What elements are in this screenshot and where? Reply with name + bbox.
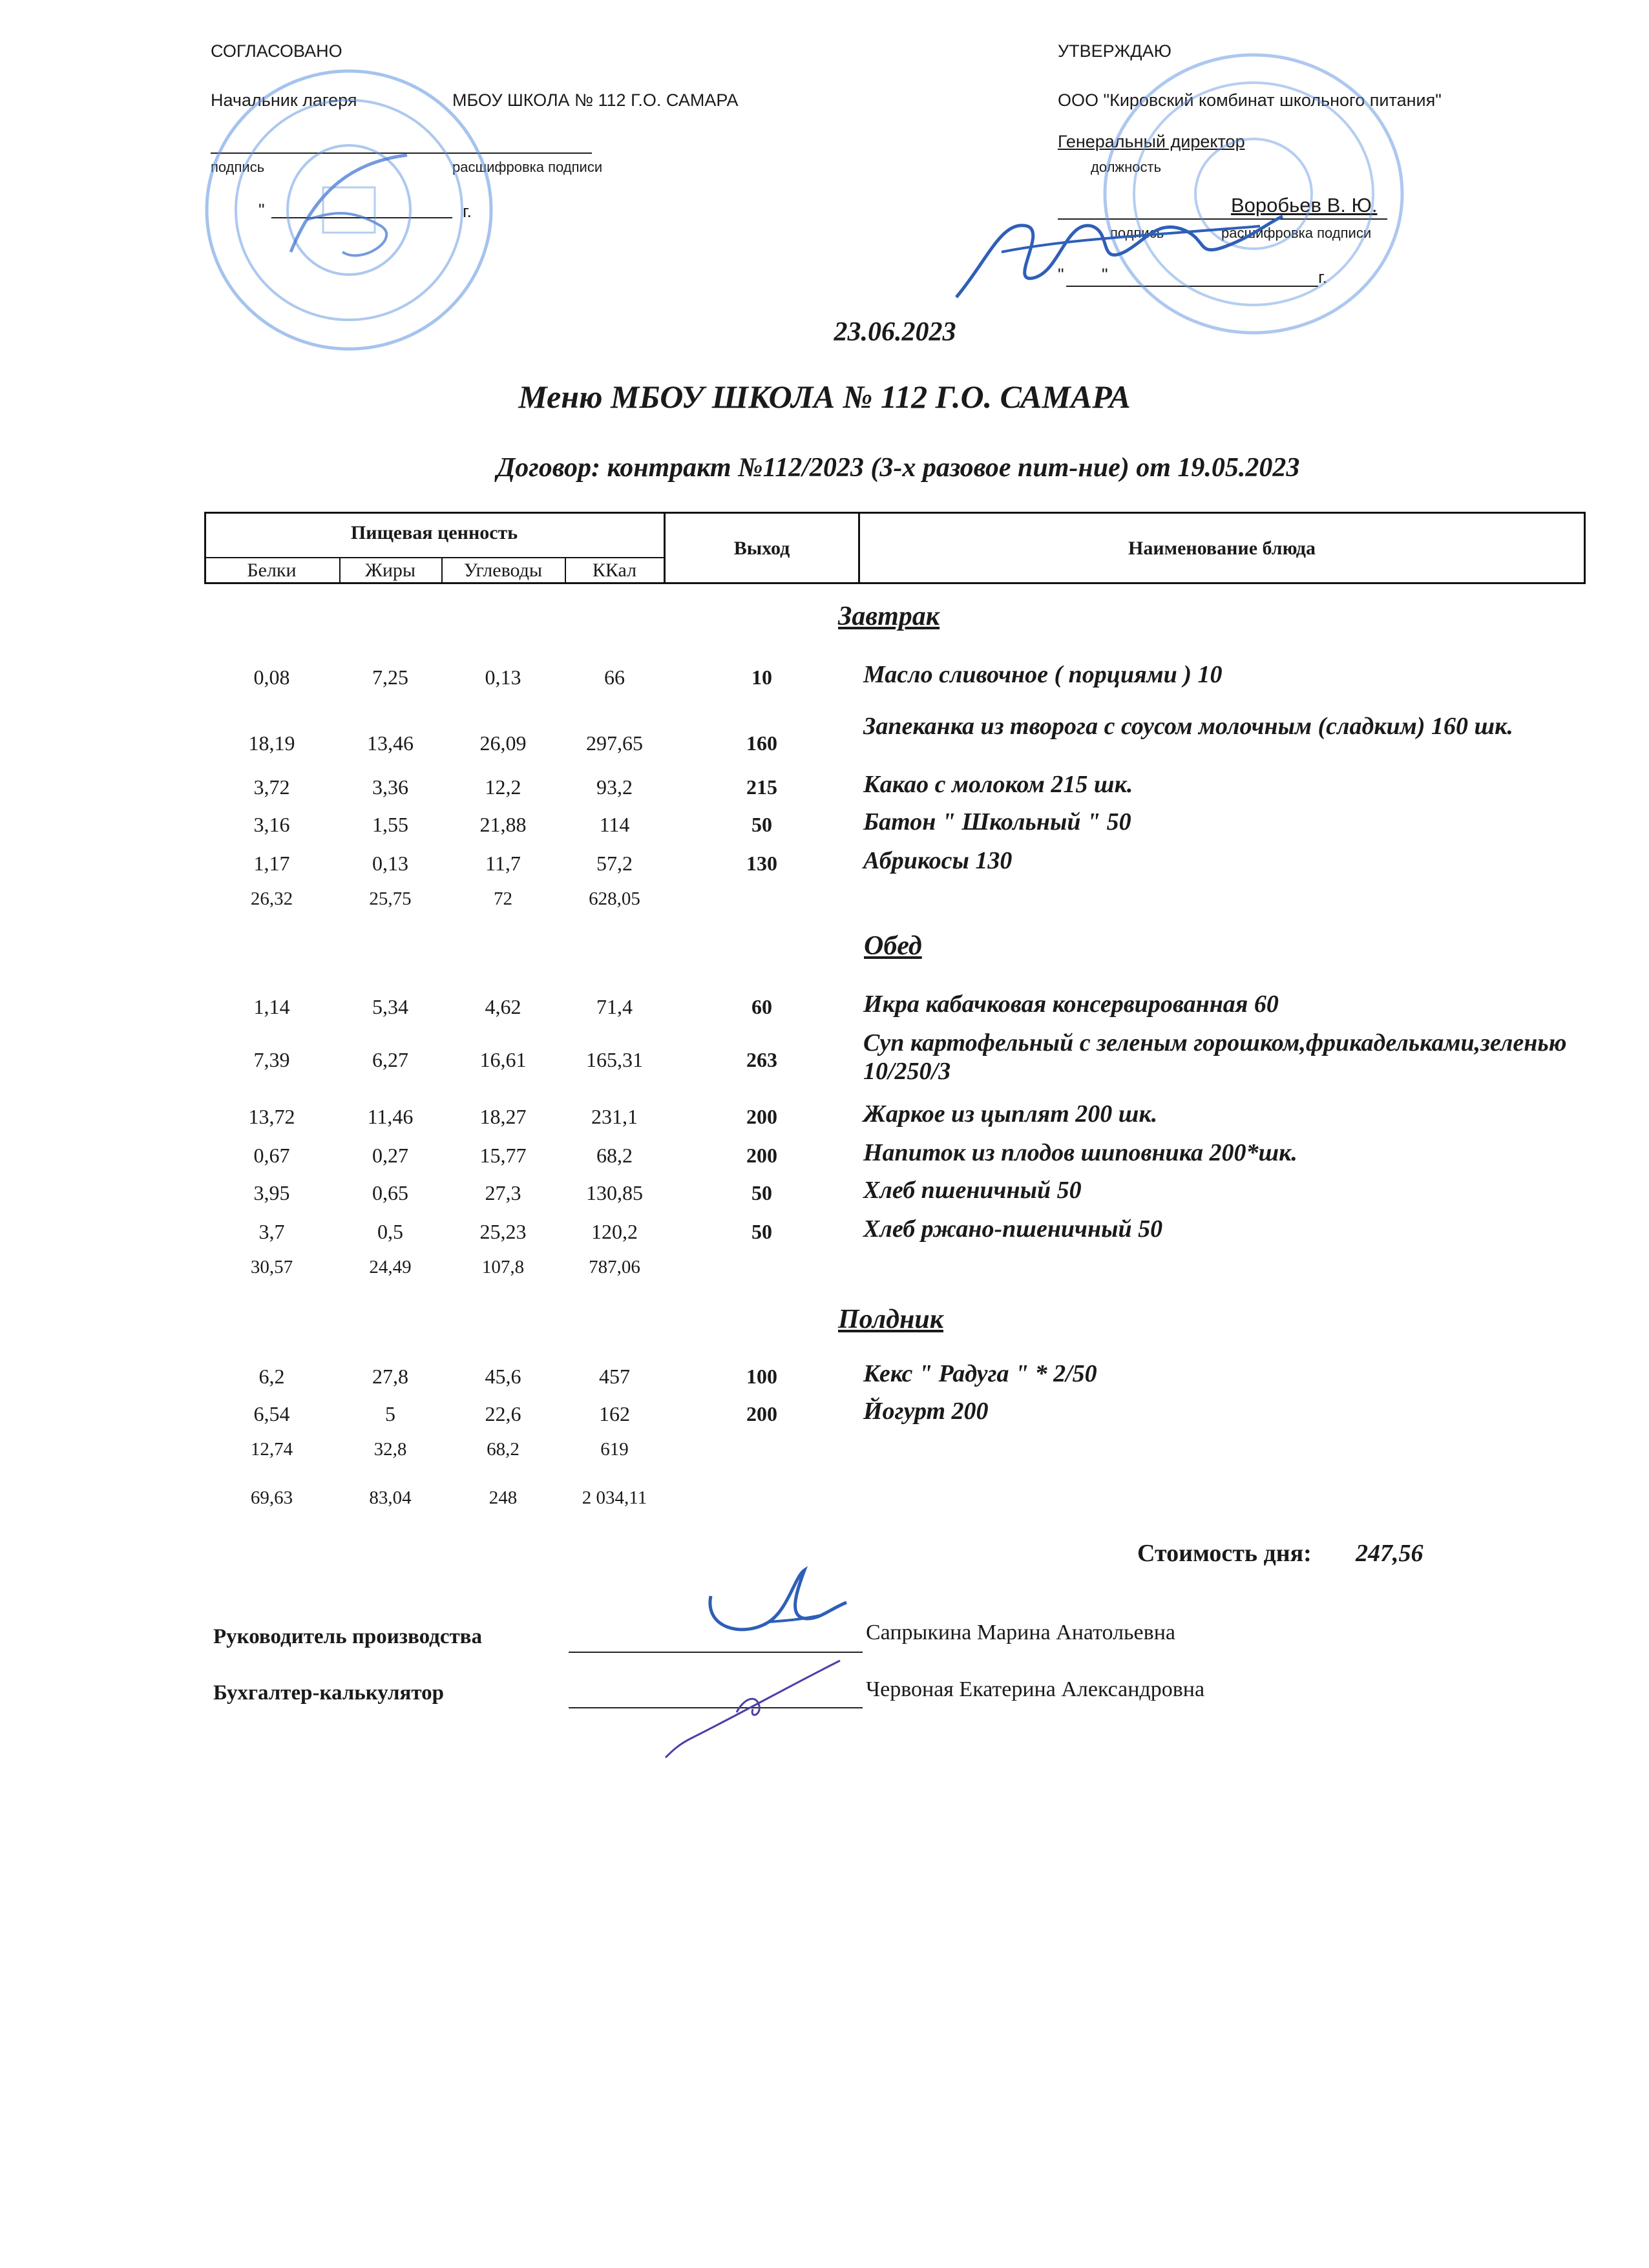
approval-left-heading: СОГЛАСОВАНО (211, 41, 342, 61)
approval-right-heading: УТВЕРЖДАЮ (1058, 41, 1171, 61)
breakfast-row-f: 7,25 (372, 666, 408, 689)
breakfast-total-p: 26,32 (250, 888, 293, 909)
snack-row-dish-name: Кекс " Радуга " * 2/50 (863, 1360, 1097, 1387)
approval-right-signer-name: Воробьев В. Ю. (1231, 194, 1378, 216)
approval-left-date-quote: " (258, 200, 265, 220)
document-date: 23.06.2023 (834, 317, 956, 347)
header-carbs: Углеводы (463, 560, 543, 581)
lunch-row-dish-name: Хлеб пшеничный 50 (863, 1177, 1082, 1204)
snack-total-c: 68,2 (487, 1439, 520, 1460)
approval-right-decode-caption: расшифровка подписи (1221, 225, 1372, 241)
header-proteins: Белки (247, 560, 297, 581)
breakfast-row-output: 215 (746, 775, 777, 799)
day-total-f: 83,04 (369, 1487, 412, 1508)
lunch-row-f: 0,65 (372, 1181, 408, 1204)
lunch-row-output: 50 (751, 1220, 772, 1243)
breakfast-row-c: 26,09 (479, 731, 527, 755)
breakfast-row-k: 57,2 (596, 852, 633, 875)
approval-right-sign-caption: подпись (1110, 225, 1164, 241)
breakfast-total-k: 628,05 (589, 888, 640, 909)
school-seal-stamp (194, 58, 504, 362)
lunch-row-p: 3,95 (253, 1181, 290, 1204)
header-nutrition: Пищевая ценность (350, 522, 518, 543)
breakfast-row-c: 0,13 (485, 666, 521, 689)
breakfast-row-f: 13,46 (367, 731, 414, 755)
lunch-row-dish-name: Хлеб ржано-пшеничный 50 (863, 1215, 1163, 1243)
breakfast-row-output: 50 (751, 813, 772, 836)
lunch-row-k: 130,85 (586, 1181, 643, 1204)
lunch-row-p: 1,14 (253, 995, 290, 1018)
header-fats: Жиры (364, 560, 416, 581)
snack-row-dish-name: Йогурт 200 (863, 1398, 989, 1425)
breakfast-row-dish-name: Абрикосы 130 (863, 847, 1013, 874)
snack-row-c: 22,6 (485, 1402, 521, 1425)
breakfast-row-dish-name: Масло сливочное ( порциями ) 10 (863, 661, 1223, 688)
table-header-divider (204, 557, 664, 558)
accountant-signature (646, 1654, 853, 1764)
lunch-row-c: 4,62 (485, 995, 521, 1018)
section-lunch-title: Обед (864, 931, 922, 961)
approval-right-date-suffix: г. (1318, 268, 1328, 287)
breakfast-row-k: 114 (599, 813, 630, 836)
lunch-row-c: 18,27 (479, 1105, 527, 1128)
day-total-p: 69,63 (250, 1487, 293, 1508)
production-signature (691, 1557, 859, 1648)
lunch-row-k: 120,2 (591, 1220, 638, 1243)
breakfast-row-k: 93,2 (596, 775, 633, 799)
breakfast-row-k: 66 (604, 666, 625, 689)
director-signature (950, 181, 1286, 310)
header-kcal: ККал (592, 560, 637, 581)
breakfast-row-f: 1,55 (372, 813, 408, 836)
lunch-row-dish-name: Икра кабачковая консервированная 60 (863, 991, 1279, 1018)
breakfast-row-p: 18,19 (248, 731, 295, 755)
section-snack-title: Полдник (838, 1305, 943, 1334)
lunch-row-c: 27,3 (485, 1181, 521, 1204)
snack-total-p: 12,74 (250, 1439, 293, 1460)
lunch-row-output: 50 (751, 1181, 772, 1204)
breakfast-row-p: 1,17 (253, 852, 290, 875)
approval-right-position-caption: должность (1091, 159, 1162, 175)
breakfast-total-f: 25,75 (369, 888, 412, 909)
day-total-k: 2 034,11 (582, 1487, 647, 1508)
cost-label: Стоимость дня: (1137, 1540, 1312, 1567)
lunch-row-dish-name: Суп картофельный с зеленым горошком,фрикадельками,зеленью 10/250/3 (863, 1029, 1567, 1085)
breakfast-row-output: 10 (751, 666, 772, 689)
breakfast-row-dish-name: Запеканка из творога с соусом молочным (сладким) 160 шк. (863, 713, 1513, 740)
lunch-row-p: 3,7 (258, 1220, 285, 1243)
breakfast-row-output: 130 (746, 852, 777, 875)
signature-name-accountant: Червоная Екатерина Александровна (866, 1677, 1205, 1701)
breakfast-row-c: 11,7 (485, 852, 521, 875)
breakfast-row-dish-name: Батон " Школьный " 50 (863, 808, 1131, 835)
breakfast-row-p: 3,16 (253, 813, 290, 836)
breakfast-row-k: 297,65 (586, 731, 643, 755)
snack-row-k: 162 (599, 1402, 630, 1425)
approval-left-date-suffix: г. (463, 202, 472, 221)
lunch-row-f: 0,5 (377, 1220, 403, 1243)
lunch-row-k: 231,1 (591, 1105, 638, 1128)
lunch-row-output: 263 (746, 1048, 777, 1071)
signature-name-production: Сапрыкина Марина Анатольевна (866, 1621, 1175, 1644)
section-breakfast-title: Завтрак (838, 602, 940, 631)
lunch-row-dish-name: Жаркое из цыплят 200 шк. (863, 1100, 1158, 1128)
snack-row-k: 457 (599, 1365, 630, 1388)
lunch-row-f: 0,27 (372, 1144, 408, 1167)
approval-right-organization: ООО "Кировский комбинат школьного питания" (1058, 90, 1442, 110)
snack-row-p: 6,2 (258, 1365, 285, 1388)
lunch-row-p: 0,67 (253, 1144, 290, 1167)
snack-row-output: 100 (746, 1365, 777, 1388)
page-subtitle: Договор: контракт №112/2023 (3-х разовое пит-ние) от 19.05.2023 (496, 453, 1300, 483)
header-output: Выход (733, 538, 790, 559)
lunch-total-k: 787,06 (589, 1257, 640, 1277)
approval-right-position: Генеральный директор (1058, 132, 1245, 151)
signature-role-production: Руководитель производства (213, 1625, 482, 1648)
lunch-total-c: 107,8 (481, 1257, 525, 1277)
snack-row-output: 200 (746, 1402, 777, 1425)
lunch-total-f: 24,49 (369, 1257, 412, 1277)
breakfast-row-c: 12,2 (485, 775, 521, 799)
page-title: Меню МБОУ ШКОЛА № 112 Г.О. САМАРА (518, 379, 1131, 415)
approval-left-decode-caption: расшифровка подписи (452, 159, 603, 175)
lunch-row-c: 25,23 (479, 1220, 527, 1243)
approval-right-date-quote-close: " (1102, 265, 1108, 284)
snack-total-k: 619 (600, 1439, 629, 1460)
breakfast-row-c: 21,88 (479, 813, 527, 836)
lunch-row-c: 15,77 (479, 1144, 527, 1167)
lunch-row-k: 165,31 (586, 1048, 643, 1071)
lunch-row-k: 71,4 (596, 995, 633, 1018)
lunch-row-output: 60 (751, 995, 772, 1018)
snack-row-p: 6,54 (253, 1402, 290, 1425)
breakfast-row-output: 160 (746, 731, 777, 755)
breakfast-row-p: 3,72 (253, 775, 290, 799)
breakfast-row-dish-name: Какао с молоком 215 шк. (863, 771, 1133, 798)
header-dish-name: Наименование блюда (1128, 538, 1316, 559)
lunch-row-f: 5,34 (372, 995, 408, 1018)
snack-total-f: 32,8 (373, 1439, 407, 1460)
approval-left-sign-caption: подпись (211, 159, 265, 175)
signature-role-accountant: Бухгалтер-калькулятор (213, 1681, 444, 1705)
lunch-row-f: 11,46 (367, 1105, 414, 1128)
lunch-row-c: 16,61 (479, 1048, 527, 1071)
lunch-row-dish-name: Напиток из плодов шиповника 200*шк. (863, 1139, 1297, 1166)
lunch-row-p: 7,39 (253, 1048, 290, 1071)
lunch-row-output: 200 (746, 1144, 777, 1167)
snack-row-f: 27,8 (372, 1365, 408, 1388)
approval-left-position: Начальник лагеря (211, 90, 357, 110)
breakfast-total-c: 72 (494, 888, 512, 909)
day-total-c: 248 (488, 1487, 518, 1508)
lunch-row-output: 200 (746, 1105, 777, 1128)
approval-left-organization: МБОУ ШКОЛА № 112 Г.О. САМАРА (452, 90, 739, 110)
lunch-row-p: 13,72 (248, 1105, 295, 1128)
approval-right-date-quote: " (1058, 265, 1064, 284)
signature-line-production (569, 1652, 863, 1653)
snack-row-f: 5 (385, 1402, 395, 1425)
breakfast-row-f: 3,36 (372, 775, 408, 799)
snack-row-c: 45,6 (485, 1365, 521, 1388)
lunch-row-f: 6,27 (372, 1048, 408, 1071)
breakfast-row-p: 0,08 (253, 666, 290, 689)
lunch-row-k: 68,2 (596, 1144, 633, 1167)
breakfast-row-f: 0,13 (372, 852, 408, 875)
cost-value: 247,56 (1356, 1540, 1423, 1567)
lunch-total-p: 30,57 (250, 1257, 293, 1277)
